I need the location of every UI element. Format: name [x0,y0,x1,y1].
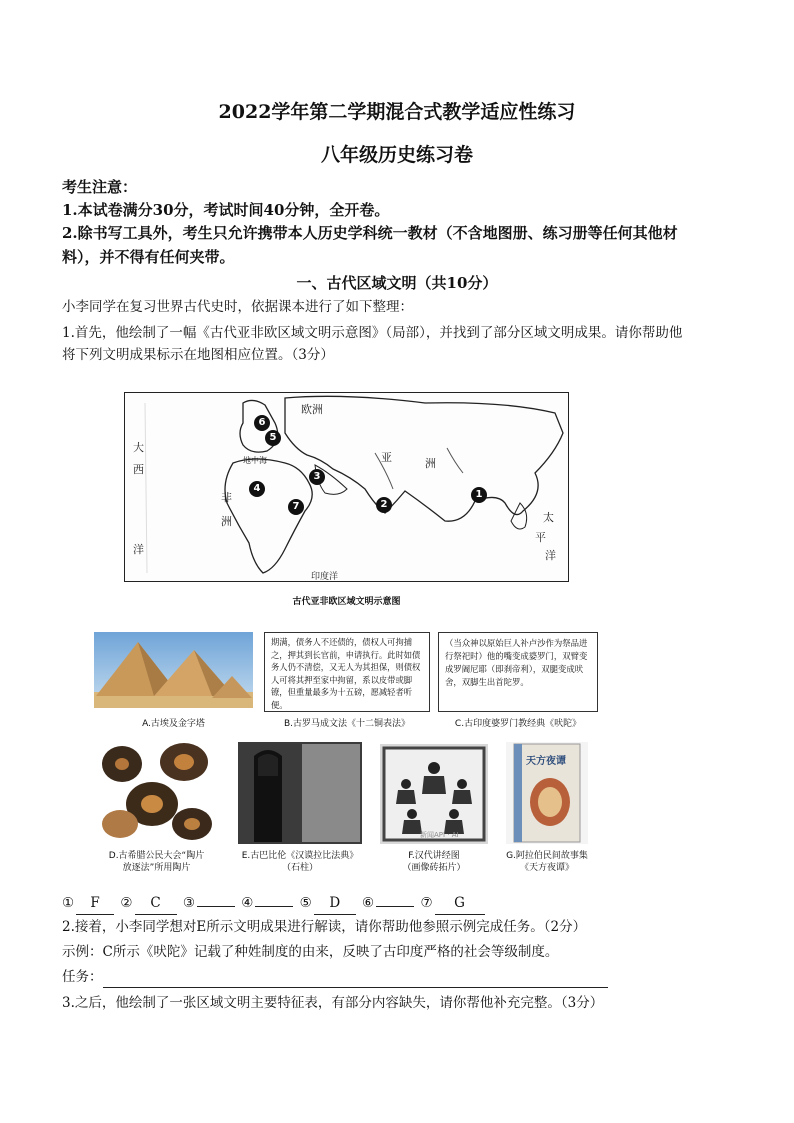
task-label: 任务： [62,969,103,985]
caption-d-a: D.古希腊公民大会“陶片 [108,851,205,861]
map-marker-5[interactable]: 5 [265,430,281,446]
hammurabi-stele-picture [238,742,362,844]
caption-e-b: （石柱） [281,863,318,873]
question-1-line-b: 将下列文明成果标示在地图相应位置。（3分） [62,347,334,363]
han-lecture-rubbing-image [380,744,488,844]
ostraca-picture [96,740,217,844]
caption-d-b: 放逐法”所用陶片 [122,863,191,873]
han-lecture-rubbing-picture [380,744,488,844]
answer-num-4: ④ [241,895,254,911]
label-asia-b: 洲 [425,457,436,470]
caption-a: A.古埃及金字塔 [142,719,205,729]
map-caption: 古代亚非欧区域文明示意图 [292,597,401,607]
map-marker-7[interactable]: 7 [288,499,304,515]
question-3: 3.之后，他绘制了一张区域文明主要特征表，有部分内容缺失，请你帮他补充完整。（3分） [62,995,604,1011]
task-answer-line[interactable] [103,973,608,988]
answer-1[interactable]: F [76,892,114,915]
caption-g-a: G.阿拉伯民间故事集 [506,851,588,861]
notice-heading: 考生注意： [62,178,138,196]
question-1-line-a: 1.首先，他绘制了一幅《古代亚非欧区域文明示意图》（局部），并找到了部分区域文明成果。请你帮助他 [62,325,683,341]
map-marker-1[interactable]: 1 [471,487,487,503]
map-marker-4[interactable]: 4 [249,481,265,497]
answer-4[interactable] [255,906,293,907]
answer-6[interactable] [376,906,414,907]
answer-5[interactable]: D [314,892,356,915]
answer-2[interactable]: C [135,892,177,915]
label-atlantic-b: 西 [133,463,144,476]
map-outline [125,393,568,581]
answer-7[interactable]: G [435,892,485,915]
ostraca-image [96,740,217,844]
notice-item-1: 1.本试卷满分30分，考试时间40分钟，全开卷。 [62,201,390,219]
notice-item-2b: 料），并不得有任何夹带。 [62,248,235,266]
label-europe: 欧洲 [301,403,323,416]
civilization-map [124,392,569,582]
exam-subtitle: 八年级历史练习卷 [320,144,473,166]
answer-num-7: ⑦ [420,895,433,911]
twelve-tables-text: 期满，债务人不还债的，债权人可拘捕之，押其到长官前，申请执行。此时如债务人仍不清偿，又无人为其担保，则债权人可将其押至家中拘留，系以皮带或脚镣，但重量最多为十五磅，愿减轻者听便。 [271,637,421,710]
answer-3[interactable] [197,906,235,907]
section-title: 一、古代区域文明（共10分） [296,274,498,292]
label-mediterranean: 地中海 [243,456,267,465]
arabian-nights-book-image [506,742,588,844]
pyramids-image [94,632,253,708]
caption-f-a: F.汉代讲经图 [408,851,460,861]
label-atlantic-c: 洋 [133,543,144,556]
answer-num-1: ① [62,895,75,911]
answer-num-6: ⑥ [362,895,375,911]
caption-g-b: 《天方夜谭》 [519,863,574,873]
map-marker-6[interactable]: 6 [254,415,270,431]
label-africa-a: 非 [221,491,232,504]
label-pacific-b: 平 [535,531,546,544]
question-2-example: 示例：C所示《吠陀》记载了种姓制度的由来，反映了古印度严格的社会等级制度。 [62,944,559,960]
vedas-text-box [438,632,598,712]
question-2: 2.接着，小李同学想对E所示文明成果进行解读，请你帮助他参照示例完成任务。（2分） [62,919,587,935]
label-indian-ocean: 印度洋 [311,572,339,582]
label-africa-b: 洲 [221,515,232,528]
caption-b: B.古罗马成文法《十二铜表法》 [283,719,411,729]
book-title: 天方夜谭 [526,756,566,767]
pyramids-picture [94,632,253,708]
question-2-task-row [62,966,608,988]
answer-row [62,892,487,915]
label-atlantic-a: 大 [133,441,144,454]
caption-f-b: （画像砖拓片） [402,863,466,873]
twelve-tables-text-box [264,632,430,712]
answer-num-2: ② [120,895,133,911]
label-asia-a: 亚 [381,451,392,464]
map-marker-2[interactable]: 2 [376,497,392,513]
label-pacific-a: 太 [543,511,554,524]
answer-num-5: ⑤ [299,895,312,911]
notice-item-2a: 2.除书写工具外，考生只允许携带本人历史学科统一教材（不含地图册、练习册等任何其他材 [62,224,678,242]
caption-e-a: E.古巴比伦《汉谟拉比法典》 [241,851,359,861]
caption-c: C.古印度婆罗门教经典《吠陀》 [454,719,582,729]
label-pacific-c: 洋 [545,549,556,562]
map-marker-3[interactable]: 3 [309,469,325,485]
exam-title: 2022学年第二学期混合式教学适应性练习 [218,101,576,123]
vedas-text: （当众神以原始巨人补卢沙作为祭品进行祭祀时）他的嘴变成婆罗门，双臂变成罗阇尼耶（即刹帝利），双腿变成吠舍，双脚生出首陀罗。 [445,638,588,687]
watermark: 新闻API · AI [420,831,459,839]
section-intro: 小李同学在复习世界古代史时，依据课本进行了如下整理： [62,299,413,315]
answer-num-3: ③ [182,895,195,911]
hammurabi-stele-image [238,742,362,844]
